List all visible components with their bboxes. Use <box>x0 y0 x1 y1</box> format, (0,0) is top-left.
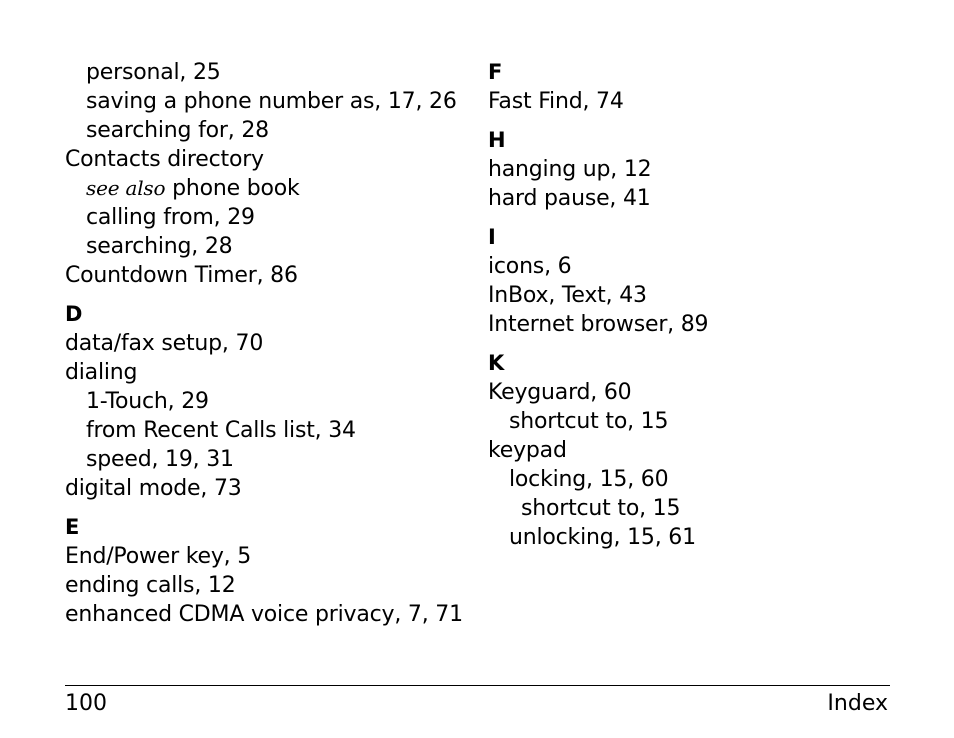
index-entry: InBox, Text, 43 <box>488 283 647 308</box>
index-entry: ending calls, 12 <box>65 573 236 598</box>
footer-divider <box>65 685 890 686</box>
index-entry: icons, 6 <box>488 254 572 279</box>
index-entry: Internet browser, 89 <box>488 312 709 337</box>
index-subentry: shortcut to, 15 <box>509 409 669 434</box>
index-entry: dialing <box>65 360 138 385</box>
index-letter-heading: I <box>488 225 496 249</box>
index-column-left <box>65 58 463 629</box>
see-also-label: see also <box>86 176 166 200</box>
see-also-target: phone book <box>165 176 300 201</box>
index-letter-heading: D <box>65 302 83 326</box>
index-subentry: calling from, 29 <box>86 205 255 230</box>
index-see-also <box>86 174 463 203</box>
index-entry: keypad <box>488 438 567 463</box>
index-subentry: saving a phone number as, 17, 26 <box>86 89 457 114</box>
index-column-right <box>488 58 708 552</box>
index-entry: Contacts directory <box>65 147 264 172</box>
index-subentry: searching, 28 <box>86 234 233 259</box>
index-entry: End/Power key, 5 <box>65 544 252 569</box>
index-subentry: unlocking, 15, 61 <box>509 525 696 550</box>
index-entry: enhanced CDMA voice privacy, 7, 71 <box>65 602 463 627</box>
page-number: 100 <box>65 691 107 716</box>
index-letter-heading: H <box>488 128 506 152</box>
index-subentry: locking, 15, 60 <box>509 467 669 492</box>
index-letter-heading: K <box>488 351 505 375</box>
index-entry: hanging up, 12 <box>488 157 652 182</box>
index-subentry: personal, 25 <box>86 60 221 85</box>
index-subentry: searching for, 28 <box>86 118 269 143</box>
index-letter-heading: F <box>488 60 503 84</box>
index-subentry: speed, 19, 31 <box>86 447 234 472</box>
index-entry: Fast Find, 74 <box>488 89 624 114</box>
index-entry: hard pause, 41 <box>488 186 651 211</box>
index-entry: Countdown Timer, 86 <box>65 263 298 288</box>
index-subentry: 1-Touch, 29 <box>86 389 209 414</box>
index-entry: data/fax setup, 70 <box>65 331 264 356</box>
index-entry: Keyguard, 60 <box>488 380 632 405</box>
section-title: Index <box>827 691 888 716</box>
index-entry: digital mode, 73 <box>65 476 242 501</box>
index-letter-heading: E <box>65 515 80 539</box>
index-subentry: from Recent Calls list, 34 <box>86 418 356 443</box>
index-subentry: shortcut to, 15 <box>521 496 681 521</box>
